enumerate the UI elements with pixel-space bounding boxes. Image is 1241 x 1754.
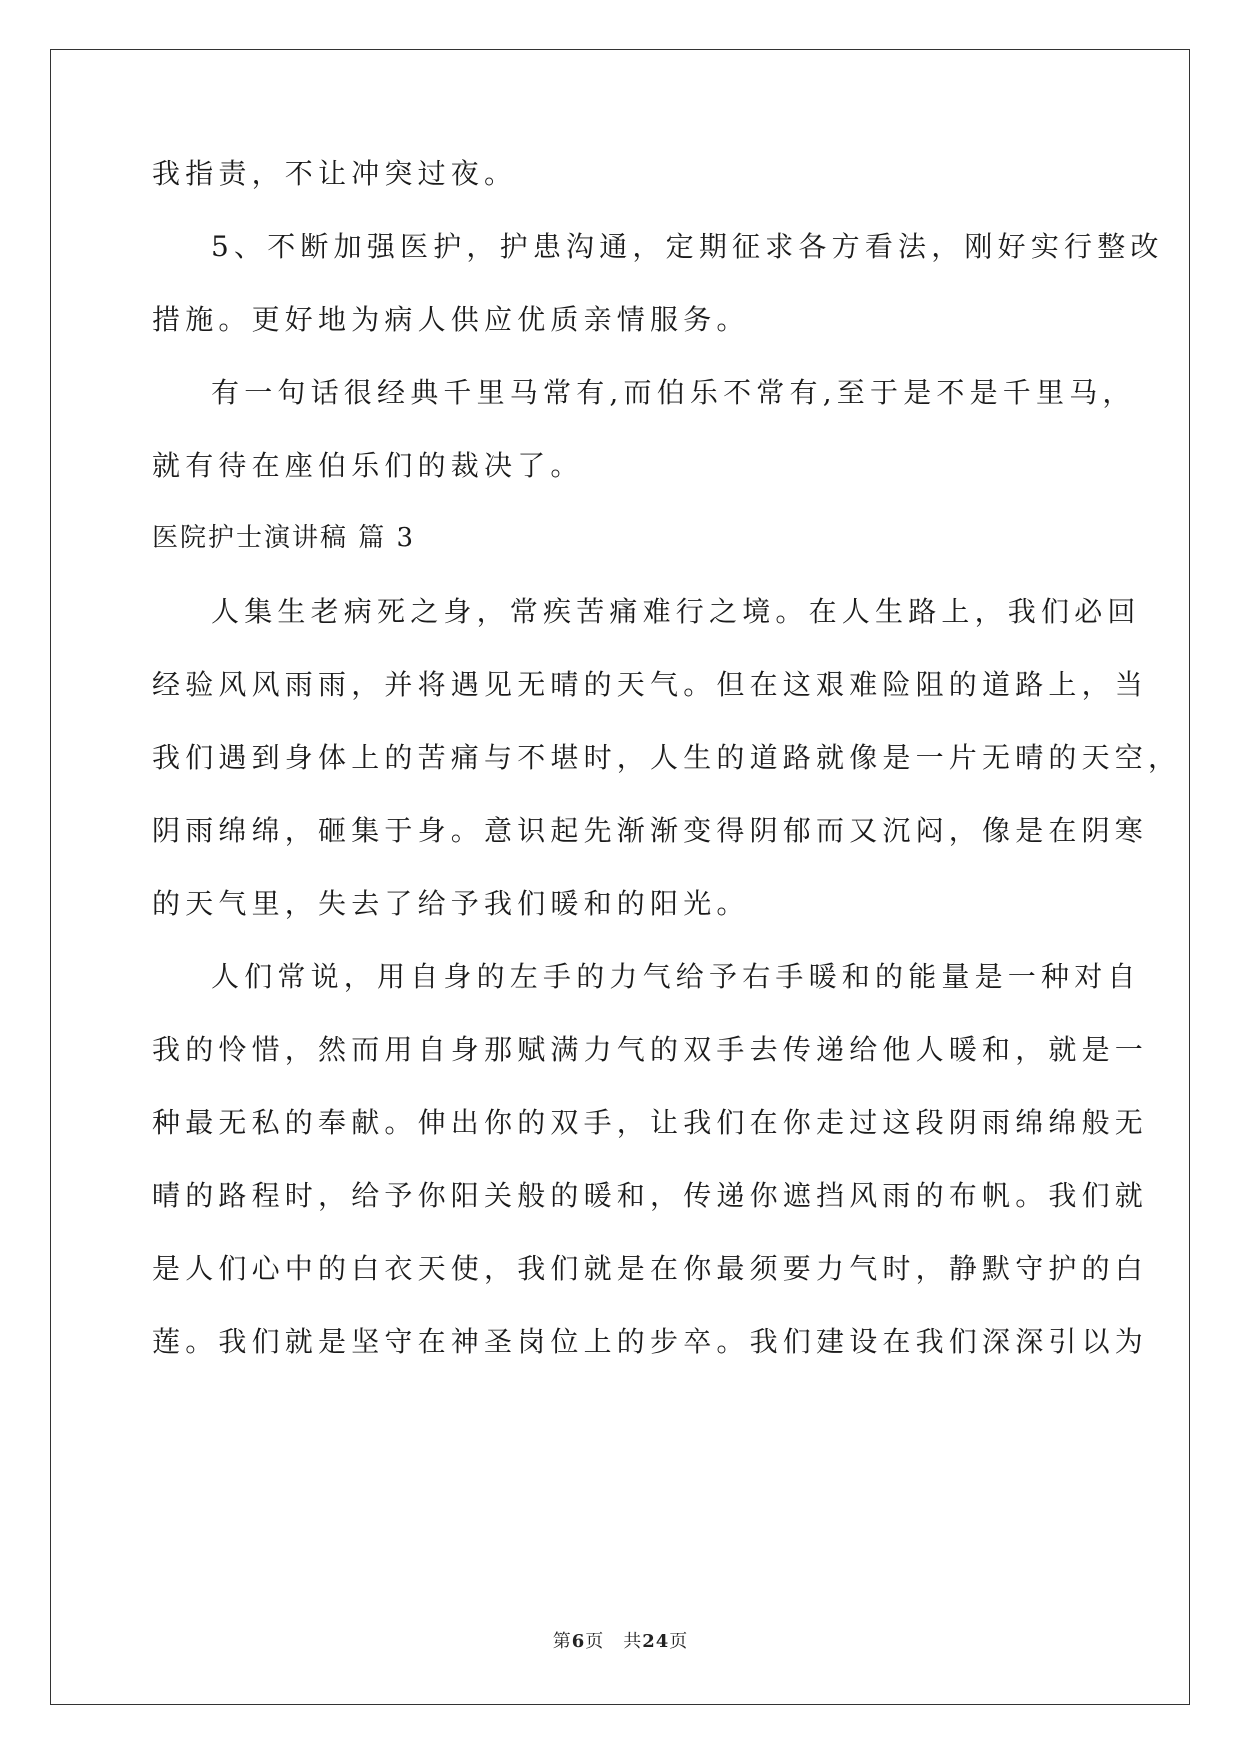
text-line: 人集生老病死之身，常疾苦痛难行之境。在人生路上，我们必回 <box>211 595 1141 628</box>
text-line: 经验风风雨雨，并将遇见无晴的天气。但在这艰难险阻的道路上，当 <box>152 668 1149 701</box>
footer-prefix: 第 <box>552 1631 572 1652</box>
current-page-number: 6 <box>571 1631 586 1652</box>
text-line: 阴雨绵绵，砸集于身。意识起先渐渐变得阴郁而又沉闷，像是在阴寒 <box>152 814 1149 847</box>
text-line: 的天气里，失去了给予我们暖和的阳光。 <box>152 887 750 920</box>
text-line: 是人们心中的白衣天使，我们就是在你最须要力气时，静默守护的白 <box>152 1252 1149 1285</box>
text-line: 有一句话很经典千里马常有,而伯乐不常有,至于是不是千里马， <box>211 376 1136 409</box>
text-line: 人们常说，用自身的左手的力气给予右手暖和的能量是一种对自 <box>211 960 1141 993</box>
footer-mid: 页 共 <box>585 1631 643 1652</box>
text-line: 晴的路程时，给予你阳关般的暖和，传递你遮挡风雨的布帆。我们就 <box>152 1179 1149 1212</box>
text-line: 我指责，不让冲突过夜。 <box>152 157 518 190</box>
text-line: 我们遇到身体上的苦痛与不堪时，人生的道路就像是一片无晴的天空， <box>152 741 1182 774</box>
text-line: 种最无私的奉献。伸出你的双手，让我们在你走过这段阴雨绵绵般无 <box>152 1106 1149 1139</box>
text-line: 5、不断加强医护，护患沟通，定期征求各方看法，刚好实行整改 <box>211 230 1164 263</box>
text-line: 我的怜惜，然而用自身那赋满力气的双手去传递给他人暖和，就是一 <box>152 1033 1149 1066</box>
page-footer <box>0 1627 1241 1653</box>
total-page-number: 24 <box>642 1631 670 1652</box>
text-line: 措施。更好地为病人供应优质亲情服务。 <box>152 303 750 336</box>
text-line: 就有待在座伯乐们的裁决了。 <box>152 449 584 482</box>
text-line: 莲。我们就是坚守在神圣岗位上的步卒。我们建设在我们深深引以为 <box>152 1325 1149 1358</box>
page-border <box>50 49 1190 1705</box>
section-heading: 医院护士演讲稿 篇 3 <box>152 523 416 553</box>
footer-suffix: 页 <box>669 1631 689 1652</box>
